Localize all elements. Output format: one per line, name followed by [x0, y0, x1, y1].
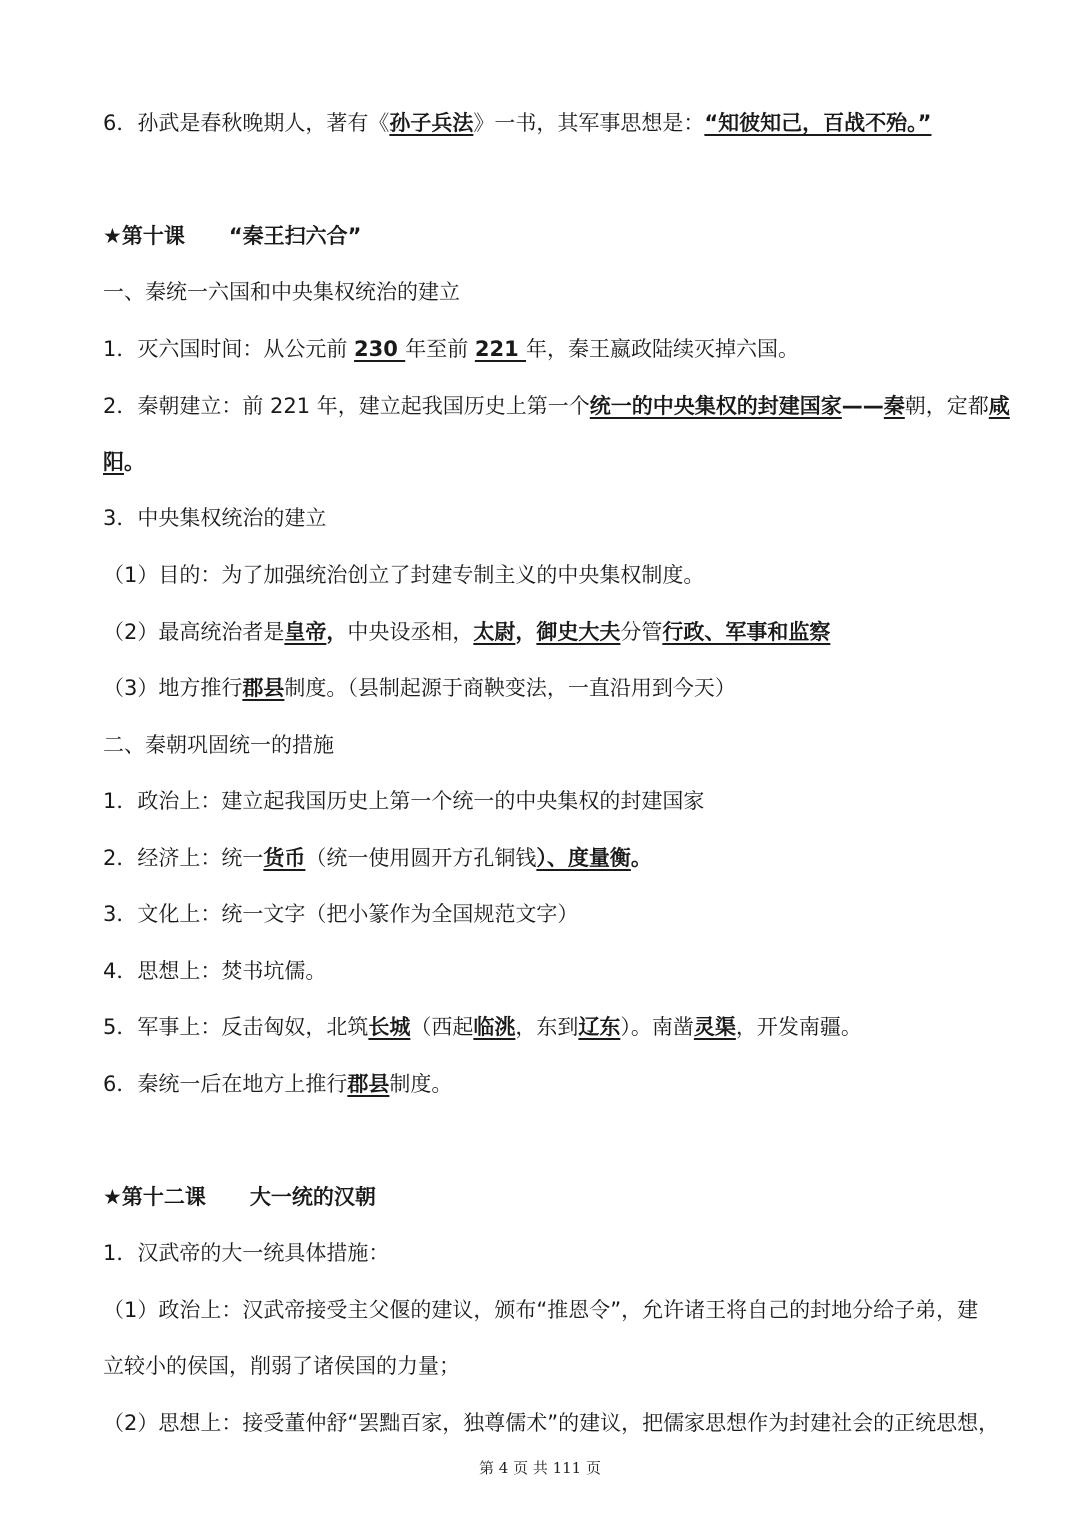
text-line: 2．经济上：统一货币（统一使用圆开方孔铜钱）、度量衡。 — [103, 846, 652, 870]
text-line: （3）地方推行郡县制度。（县制起源于商鞅变法，一直沿用到今天） — [103, 676, 736, 700]
text-line: 1．政治上：建立起我国历史上第一个统一的中央集权的封建国家 — [103, 789, 705, 813]
text-line: （1）目的：为了加强统治创立了封建专制主义的中央集权制度。 — [103, 563, 705, 587]
lesson-12-heading: ★第十二课 大一统的汉朝 — [103, 1185, 376, 1209]
page-number-footer: 第 4 页 共 111 页 — [478, 1459, 601, 1477]
text-line: 5．军事上：反击匈奴，北筑长城（西起临洮，东到辽东）。南凿灵渠，开发南疆。 — [103, 1015, 862, 1039]
text-line: （2）最高统治者是皇帝，中央设丞相，太尉，御史大夫分管行政、军事和监察 — [103, 620, 831, 644]
text-line: 1．灭六国时间：从公元前 230 年至前 221 年，秦王嬴政陆续灭掉六国。 — [103, 337, 800, 361]
text-line-continued: 立较小的侯国，削弱了诸侯国的力量； — [103, 1354, 460, 1378]
text-line: 3．中央集权统治的建立 — [103, 506, 327, 530]
section-heading-1: 一、秦统一六国和中央集权统治的建立 — [103, 280, 460, 304]
text-line: 6．秦统一后在地方上推行郡县制度。 — [103, 1072, 453, 1096]
text-line: 4．思想上：焚书坑儒。 — [103, 959, 327, 983]
text-line: 3．文化上：统一文字（把小篆作为全国规范文字） — [103, 902, 579, 926]
lesson-10-heading: ★第十课 “秦王扫六合” — [103, 224, 362, 248]
section-heading-2: 二、秦朝巩固统一的措施 — [103, 733, 334, 757]
text-line: （2）思想上：接受董仲舒“罢黜百家，独尊儒术”的建议，把儒家思想作为封建社会的正统思想， — [103, 1411, 1000, 1435]
book-title: 孙子兵法 — [389, 111, 474, 135]
text-line: （1）政治上：汉武帝接受主父偃的建议，颁布“推恩令”，允许诸王将自己的封地分给子弟，建 — [103, 1298, 979, 1322]
text-line-sunwu: 6．孙武是春秋晚期人，著有《孙子兵法》一书，其军事思想是：“知彼知己，百战不殆。” — [103, 111, 932, 135]
quote-emphasis: “知彼知己，百战不殆。” — [704, 111, 932, 135]
text-line: 1．汉武帝的大一统具体措施： — [103, 1241, 390, 1265]
text-line: 2．秦朝建立：前 221 年，建立起我国历史上第一个统一的中央集权的封建国家——秦朝，定都咸 — [103, 394, 1010, 418]
text-line-continued: 阳。 — [103, 450, 145, 474]
